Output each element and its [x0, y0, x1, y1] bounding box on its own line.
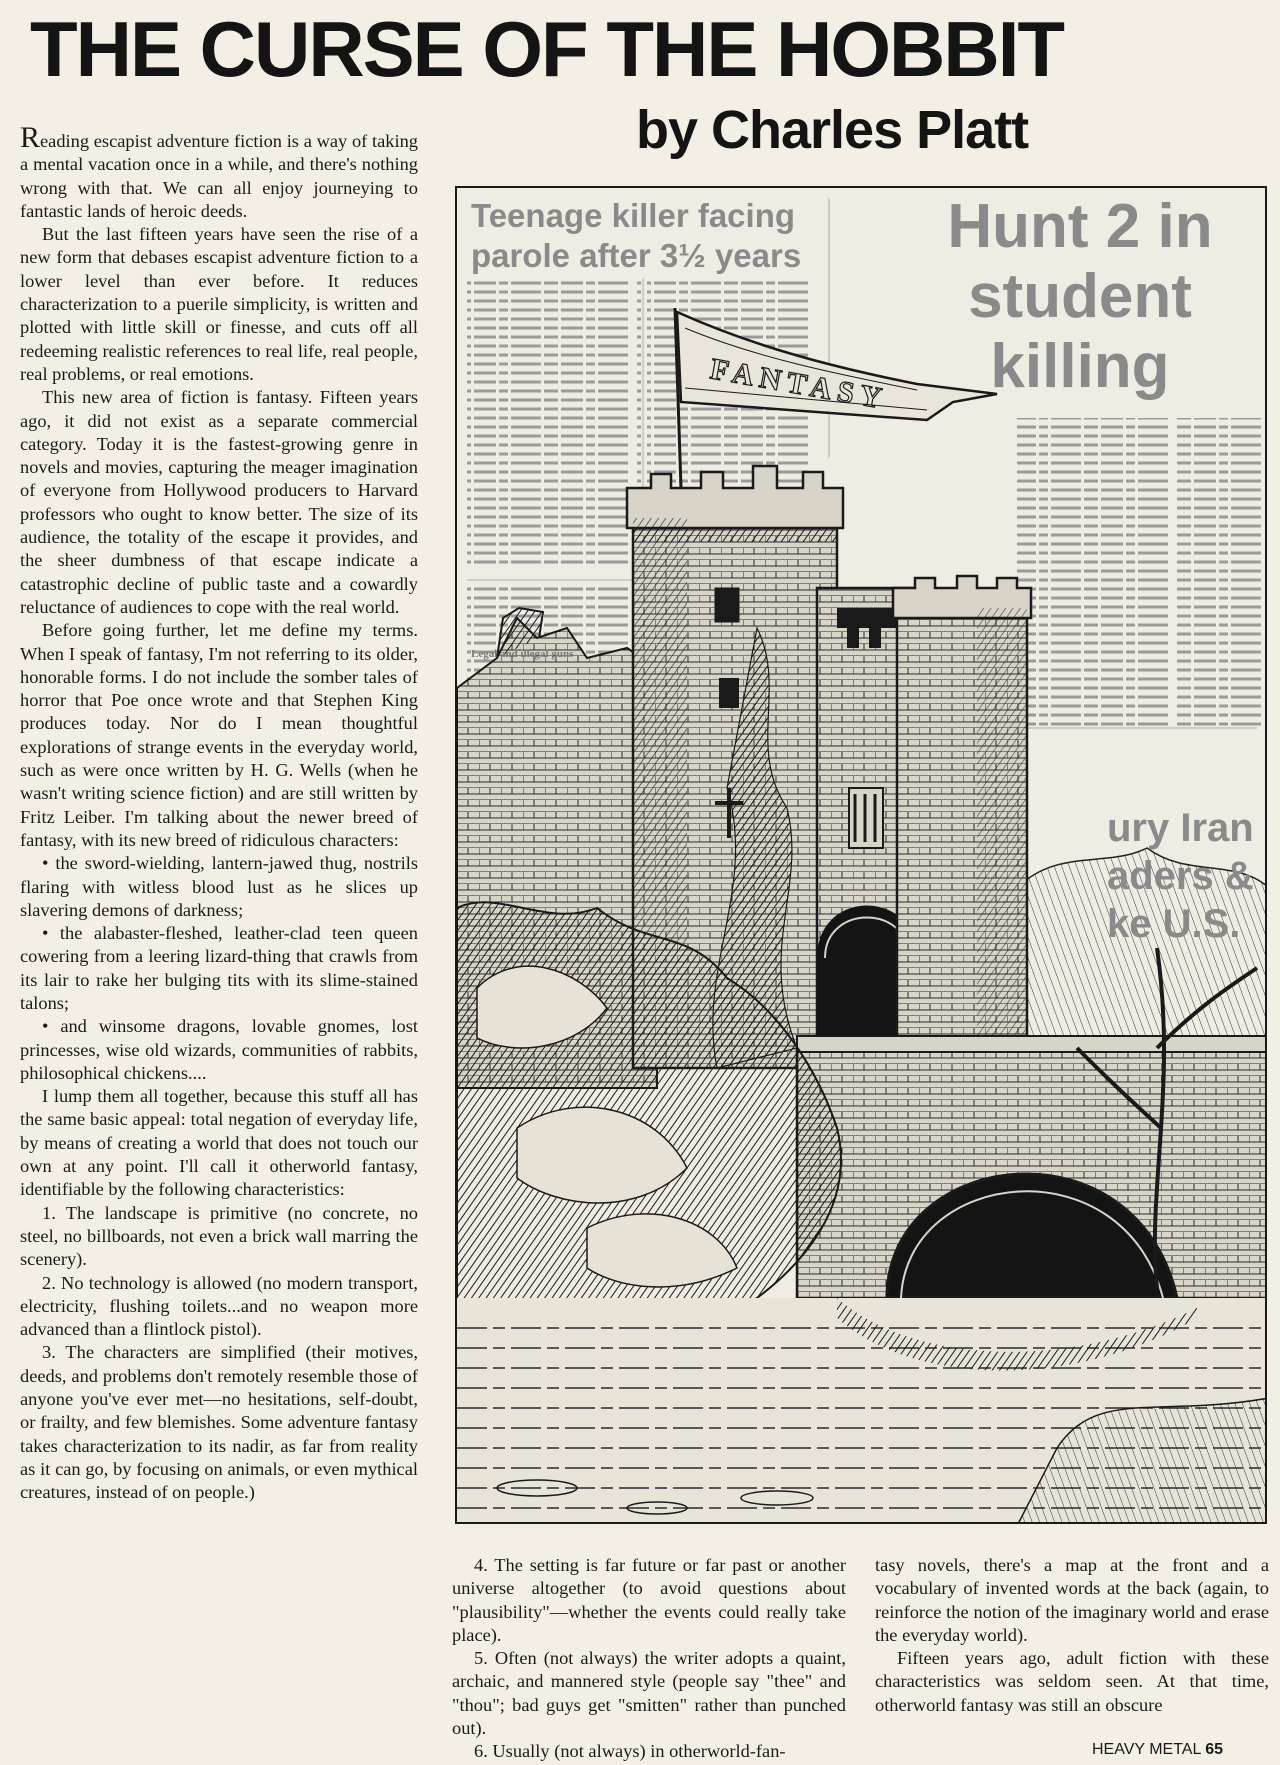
news-headline: ury Iran aders & ke U.S. — [1107, 806, 1254, 946]
page-footer — [1092, 1740, 1223, 1760]
news-subhead: Legal and illegal guns — [471, 648, 574, 660]
paragraph-text: eading escapist adventure fiction is a way of taking a mental vacation once in a while, and there's nothing wrong with that. We can all enjoy journeying to fantastic lands of heroic deeds. — [20, 131, 418, 221]
article-title: THE CURSE OF THE HOBBIT — [30, 5, 1064, 93]
paragraph — [20, 121, 418, 223]
list-item: 3. The characters are simplified (their motives, deeds, and problems don't remotely resemble those of anyone you've ever met—no hesitations, self-doubt, or frailty, and few blemishes. Some adventure fantasy takes characterization to its nadir, as far from reality as it can go, by focusing on animals, or even mythical creatures, instead of on people.) — [20, 1342, 418, 1503]
news-headline: Teenage killer facing parole after 3½ years — [471, 197, 802, 274]
drop-cap: R — [20, 121, 41, 154]
article-byline: by Charles Platt — [636, 100, 1029, 160]
left-column — [20, 121, 418, 1505]
paragraph: tasy novels, there's a map at the front and a vocabulary of invented words at the back (again, to reinforce the notion of the imaginary world and erase the everyday world). — [875, 1555, 1269, 1645]
list-item: 2. No technology is allowed (no modern transport, electricity, flushing toilets...and no weapon more advanced than a flintlock pistol). — [20, 1272, 418, 1340]
page-number: 65 — [1205, 1741, 1224, 1758]
bullet-item: • the sword-wielding, lantern-jawed thug, nostrils flaring with witless blood lust as he slices up slavering demons of darkness; — [20, 853, 418, 920]
middle-column — [452, 1554, 846, 1764]
news-headline: Hunt 2 in student killing — [947, 192, 1213, 401]
right-column — [875, 1554, 1269, 1717]
news-text-block — [1017, 418, 1261, 728]
list-item: 5. Often (not always) the writer adopts a quaint, archaic, and mannered style (people say "thee" and "thou"; bad guys get "smitten" rather than punched out). — [452, 1648, 846, 1739]
list-item: 1. The landscape is primitive (no concrete, no steel, no billboards, not even a brick wall marring the scenery). — [20, 1202, 418, 1270]
bullet-item: • and winsome dragons, lovable gnomes, lost princesses, wise old wizards, communities of rabbits, philosophical chickens.... — [20, 1016, 418, 1083]
bullet-item: • the alabaster-fleshed, leather-clad teen queen cowering from a leering lizard-thing that crawls from its lair to rake her bulging tits with its slime-stained talons; — [20, 923, 418, 1013]
banner-text: FANTASY — [707, 352, 891, 417]
paragraph: Fifteen years ago, adult fiction with these characteristics was seldom seen. At that time, otherworld fantasy was still an obscure — [875, 1648, 1269, 1715]
paragraph: This new area of fiction is fantasy. Fifteen years ago, it did not exist as a separate commercial category. Today it is the fastest-growing genre in novels and movies, capturing the meager imagination of everyone from Hollywood producers to Harvard professors who ought to know better. The size of its audience, the totality of the escape it provides, and the sheer dumbness of that escape indicate a catastrophic decline of public taste and a cowardly reluctance of audiences to cope with the real world. — [20, 387, 418, 617]
paragraph: I lump them all together, because this stuff all has the same basic appeal: total negation of everyday life, by means of creating a world that does not touch our own at any point. I'll call it otherworld fantasy, identifiable by the following characteristics: — [20, 1086, 418, 1200]
castle-illustration — [455, 186, 1267, 1524]
list-item: 6. Usually (not always) in otherworld-fan- — [474, 1741, 786, 1762]
magazine-name: HEAVY METAL — [1092, 1741, 1201, 1758]
news-text-block — [467, 278, 641, 568]
paragraph: But the last fifteen years have seen the rise of a new form that debases escapist adventure fiction to a lower level than ever before. It reduces characterization to a puerile simplicity, is written and plotted with little skill or finesse, and cuts off all redeeming realistic references to real life, real people, real problems, or real emotions. — [20, 224, 418, 384]
list-item: 4. The setting is far future or far past or another universe altogether (to avoid questions about "plausibility"—whether the events could really take place). — [452, 1555, 846, 1645]
paragraph: Before going further, let me define my terms. When I speak of fantasy, I'm not referring to its older, honorable forms. I do not include the somber tales of horror that Poe once wrote and that Stephen King produces today. Nor do I mean thoughtful explorations of strange events in the everyday world, such as were once written by H. G. Wells (when he wasn't writing science fiction) and are still written by Fritz Leiber. I'm talking about the newer breed of fantasy, with its new breed of ridiculous characters: — [20, 620, 418, 850]
